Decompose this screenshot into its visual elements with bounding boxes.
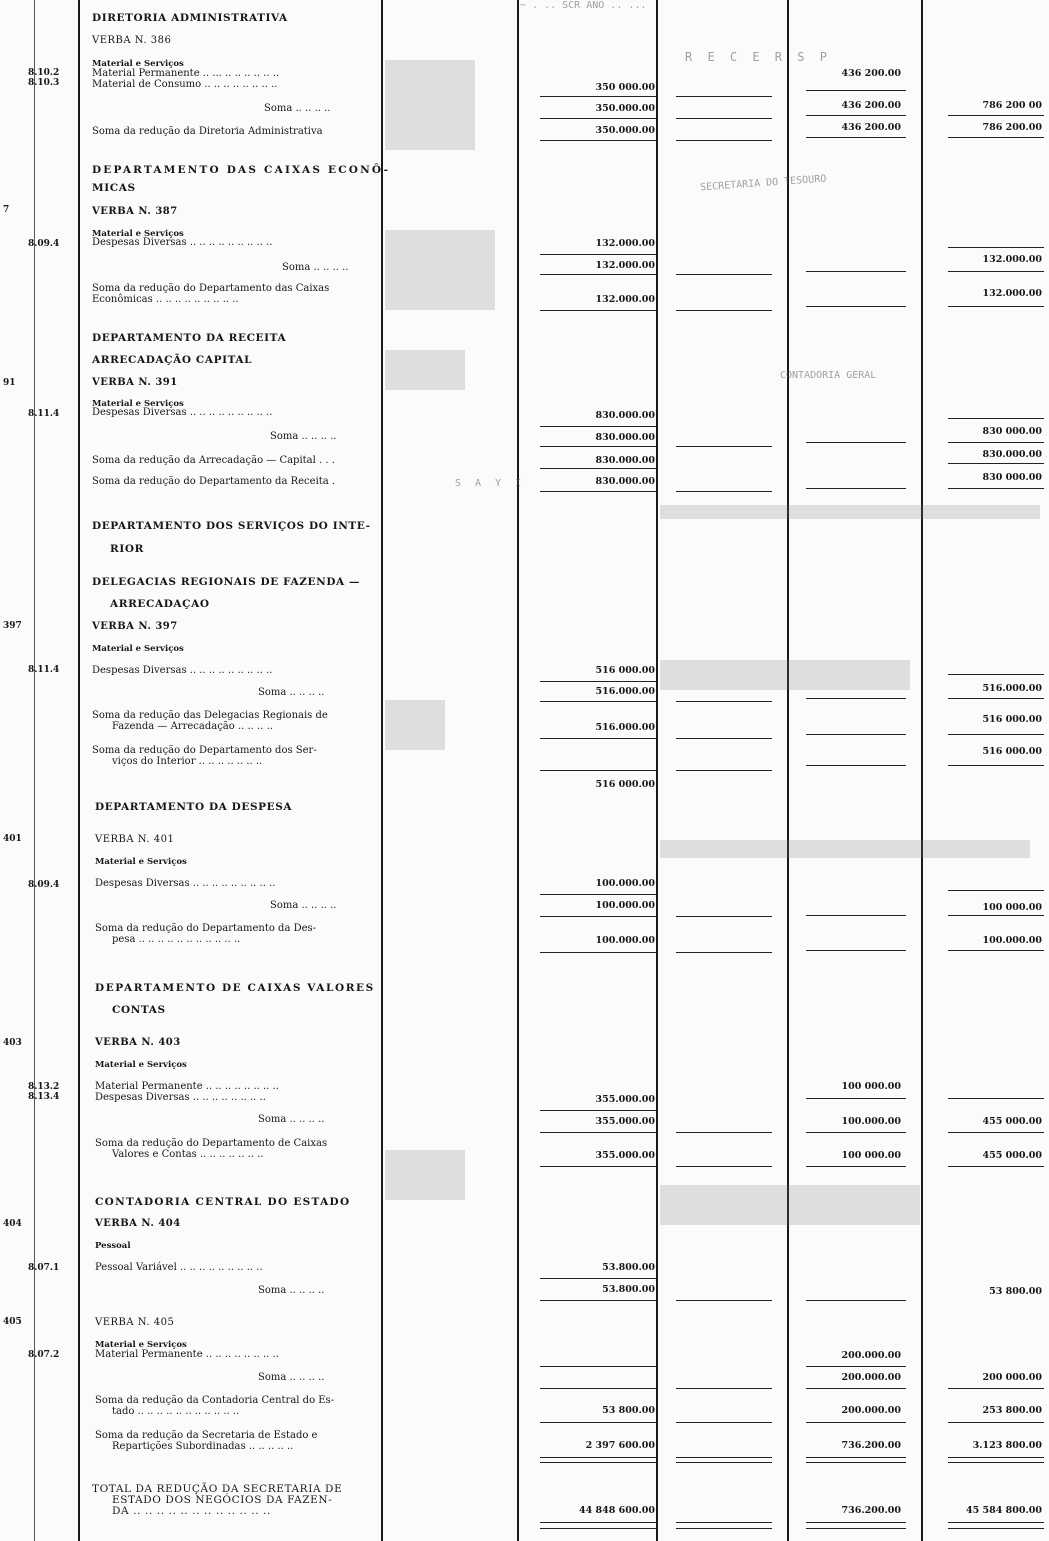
amount: 100.000.00 xyxy=(841,1116,901,1127)
sum-rule xyxy=(540,1366,656,1367)
sum-rule xyxy=(806,734,906,735)
amount: 830.000.00 xyxy=(595,410,655,421)
account-code: 8.09.4 xyxy=(28,239,60,249)
sum-rule xyxy=(948,950,1044,951)
sum-rule xyxy=(806,271,906,272)
soma-label: Soma .. .. .. .. xyxy=(258,1114,325,1125)
amount: 350 000.00 xyxy=(595,82,655,93)
sum-rule xyxy=(948,890,1044,891)
margin-number: 397 xyxy=(3,621,22,631)
scan-smudge xyxy=(660,660,910,690)
scan-smudge xyxy=(385,1150,465,1200)
sum-rule xyxy=(948,1522,1044,1523)
subtotal-label: Valores e Contas .. .. .. .. .. .. .. xyxy=(112,1149,264,1160)
margin-number: 405 xyxy=(3,1317,22,1327)
line-item: Material Permanente .. ... .. .. .. .. .. .. xyxy=(92,68,280,79)
section-title: RIOR xyxy=(110,543,144,555)
subtotal-label: Soma da redução do Departamento das Caixas xyxy=(92,283,330,294)
amount: 100.000.00 xyxy=(982,935,1042,946)
account-code: 8.09.4 xyxy=(28,880,60,890)
sum-rule xyxy=(948,1132,1044,1133)
sum-rule xyxy=(540,274,656,275)
sum-rule xyxy=(540,681,656,682)
sum-rule xyxy=(676,1522,772,1523)
subtotal-label: Soma da redução da Arrecadação — Capital . . . xyxy=(92,455,335,466)
subtotal-label: Fazenda — Arrecadação .. .. .. .. xyxy=(112,721,273,732)
sum-rule xyxy=(948,765,1044,766)
amount: 436 200.00 xyxy=(841,122,901,133)
amount: 100.000.00 xyxy=(595,900,655,911)
sum-rule xyxy=(676,274,772,275)
grand-total-label: TOTAL DA REDUÇÃO DA SECRETARIA DE xyxy=(92,1483,343,1495)
soma-label: Soma .. .. .. .. xyxy=(264,103,331,114)
sum-rule xyxy=(540,916,656,917)
sum-rule xyxy=(806,915,906,916)
subtotal-label: Soma da redução do Departamento da Des- xyxy=(95,923,317,934)
sum-rule xyxy=(540,140,656,141)
soma-label: Soma .. .. .. .. xyxy=(258,687,325,698)
sum-rule xyxy=(540,310,656,311)
sum-rule xyxy=(806,1098,906,1099)
section-title: CONTADORIA CENTRAL DO ESTADO xyxy=(95,1196,351,1208)
amount: 132.000.00 xyxy=(982,254,1042,265)
sum-rule xyxy=(806,306,906,307)
sum-rule xyxy=(676,140,772,141)
amount: 3.123 800.00 xyxy=(972,1440,1042,1451)
subtotal-label: Soma da redução do Departamento de Caixas xyxy=(95,1138,328,1149)
verba-label: VERBA N. 391 xyxy=(92,377,178,388)
grand-total-amount: 736.200.00 xyxy=(841,1505,901,1516)
sum-rule xyxy=(948,247,1044,248)
margin-number: 403 xyxy=(3,1038,22,1048)
margin-number: 91 xyxy=(3,378,16,388)
subtotal-label: Soma da redução do Departamento dos Ser- xyxy=(92,745,317,756)
sum-rule xyxy=(540,1166,656,1167)
subtotal-label: Soma da redução da Diretoria Administrativa xyxy=(92,126,323,137)
soma-label: Soma .. .. .. .. xyxy=(258,1372,325,1383)
amount: 516 000.00 xyxy=(595,779,655,790)
account-code: 8.13.2 8.13.4 xyxy=(28,1082,60,1102)
sum-rule xyxy=(676,738,772,739)
section-title: MICAS xyxy=(92,182,136,194)
amount: 455 000.00 xyxy=(982,1150,1042,1161)
amount: 100 000.00 xyxy=(841,1081,901,1092)
section-title: DEPARTAMENTO DAS CAIXAS ECONÔ- xyxy=(92,164,391,176)
sum-rule xyxy=(948,463,1044,464)
sum-rule xyxy=(540,468,656,469)
sum-rule xyxy=(948,1422,1044,1423)
sum-rule xyxy=(676,952,772,953)
sum-rule xyxy=(540,446,656,447)
subtotal-label: pesa .. .. .. .. .. .. .. .. .. .. .. xyxy=(112,934,241,945)
sum-rule xyxy=(540,894,656,895)
subtotal-label: Soma da redução da Secretaria de Estado e xyxy=(95,1430,318,1441)
soma-label: Soma .. .. .. .. xyxy=(270,431,337,442)
amount: 830 000.00 xyxy=(982,426,1042,437)
sum-rule xyxy=(676,916,772,917)
sum-rule xyxy=(806,1422,906,1423)
line-item: Despesas Diversas .. .. .. .. .. .. .. .. .. xyxy=(92,237,273,248)
sum-rule xyxy=(948,1457,1044,1458)
sum-rule xyxy=(806,698,906,699)
amount: 253 800.00 xyxy=(982,1405,1042,1416)
amount: 200 000.00 xyxy=(982,1372,1042,1383)
amount: 436 200.00 xyxy=(841,100,901,111)
sum-rule xyxy=(676,96,772,97)
verba-label: VERBA N. 386 xyxy=(92,35,172,46)
section-title: DEPARTAMENTO DA DESPESA xyxy=(95,801,293,813)
sum-rule xyxy=(806,1132,906,1133)
sum-rule xyxy=(676,1462,772,1463)
sum-rule xyxy=(676,310,772,311)
scan-smudge xyxy=(660,1185,920,1225)
amount: 786 200 00 xyxy=(982,100,1042,111)
section-title: DEPARTAMENTO DOS SERVIÇOS DO INTE- xyxy=(92,520,371,532)
subtotal-label: Soma da redução das Delegacias Regionais de xyxy=(92,710,328,721)
header-noise: ~ . .. SCR ANO .. ... xyxy=(520,0,647,11)
sum-rule xyxy=(676,701,772,702)
scan-smudge xyxy=(660,840,1030,858)
subheading: Material e Serviços xyxy=(95,1060,187,1070)
column-rule-3 xyxy=(787,0,789,1541)
sum-rule xyxy=(948,1528,1044,1529)
sum-rule xyxy=(540,770,656,771)
sum-rule xyxy=(676,1388,772,1389)
sum-rule xyxy=(540,1422,656,1423)
amount: 100 000.00 xyxy=(841,1150,901,1161)
amount: 100.000.00 xyxy=(595,935,655,946)
line-item: Despesas Diversas .. .. .. .. .. .. .. .. xyxy=(95,1092,266,1103)
sum-rule xyxy=(948,442,1044,443)
sum-rule xyxy=(948,1166,1044,1167)
sum-rule xyxy=(540,1278,656,1279)
amount: 350.000.00 xyxy=(595,125,655,136)
verba-label: VERBA N. 404 xyxy=(95,1218,181,1229)
subtotal-label: Soma da redução da Contadoria Central do Es- xyxy=(95,1395,335,1406)
amount: 100.000.00 xyxy=(595,878,655,889)
amount: 2 397 600.00 xyxy=(585,1440,655,1451)
subheading: Material e Serviços xyxy=(92,399,184,409)
sum-rule xyxy=(676,491,772,492)
section-title: ARRECADAÇÃO CAPITAL xyxy=(92,354,253,366)
sum-rule xyxy=(806,1522,906,1523)
sum-rule xyxy=(806,488,906,489)
amount: 132.000.00 xyxy=(595,238,655,249)
section-title: ARRECADAÇAO xyxy=(110,598,210,610)
amount: 516 000.00 xyxy=(595,665,655,676)
sum-rule xyxy=(540,1462,656,1463)
column-rule-2 xyxy=(656,0,658,1541)
amount: 132.000.00 xyxy=(595,260,655,271)
sum-rule xyxy=(540,491,656,492)
stamp-text: S A Y I xyxy=(455,478,526,489)
margin-number: 404 xyxy=(3,1219,22,1229)
account-code: 8.07.2 xyxy=(28,1350,60,1360)
line-item: Despesas Diversas .. .. .. .. .. .. .. .. .. xyxy=(92,407,273,418)
margin-number: 401 xyxy=(3,834,22,844)
sum-rule xyxy=(806,1366,906,1367)
sum-rule xyxy=(676,1528,772,1529)
sum-rule xyxy=(676,1300,772,1301)
stamp-text: SECRETARIA DO TESOURO xyxy=(699,173,827,194)
amount: 830.000.00 xyxy=(595,432,655,443)
subtotal-label: Repartições Subordinadas .. .. .. .. .. xyxy=(112,1441,294,1452)
amount: 53 800.00 xyxy=(989,1286,1042,1297)
amount: 53 800.00 xyxy=(602,1405,655,1416)
account-code: 8.11.4 xyxy=(28,409,60,419)
account-code: 8.07.1 xyxy=(28,1263,60,1273)
amount: 830.000.00 xyxy=(595,455,655,466)
sum-rule xyxy=(540,1528,656,1529)
grand-total-label: DA .. .. .. .. .. .. .. .. .. .. .. .. xyxy=(112,1505,271,1517)
sum-rule xyxy=(806,765,906,766)
column-rule-1 xyxy=(517,0,519,1541)
amount: 516.000.00 xyxy=(595,722,655,733)
sum-rule xyxy=(948,115,1044,116)
amount: 132.000.00 xyxy=(982,288,1042,299)
stamp-text: R E C E R S P xyxy=(685,50,831,64)
sum-rule xyxy=(540,426,656,427)
sum-rule xyxy=(806,1166,906,1167)
scan-smudge xyxy=(385,60,475,150)
grand-total-label: ESTADO DOS NEGÓCIOS DA FAZEN- xyxy=(112,1494,333,1506)
sum-rule xyxy=(540,1457,656,1458)
amount: 53.800.00 xyxy=(602,1262,655,1273)
amount: 830.000.00 xyxy=(982,449,1042,460)
sum-rule xyxy=(948,734,1044,735)
sum-rule xyxy=(540,952,656,953)
sum-rule xyxy=(948,306,1044,307)
sum-rule xyxy=(948,1462,1044,1463)
sum-rule xyxy=(948,1388,1044,1389)
sum-rule xyxy=(676,1457,772,1458)
sum-rule xyxy=(806,115,906,116)
section-title: DEPARTAMENTO DA RECEITA xyxy=(92,332,287,344)
sum-rule xyxy=(676,770,772,771)
line-item: Material Permanente .. .. .. .. .. .. .. .. xyxy=(95,1349,279,1360)
amount: 355.000.00 xyxy=(595,1150,655,1161)
column-rule-label xyxy=(381,0,383,1541)
sum-rule xyxy=(806,1528,906,1529)
amount: 786 200.00 xyxy=(982,122,1042,133)
sum-rule xyxy=(540,1132,656,1133)
verba-label: VERBA N. 405 xyxy=(95,1317,175,1328)
line-item: Despesas Diversas .. .. .. .. .. .. .. .. .. xyxy=(92,665,273,676)
sum-rule xyxy=(948,271,1044,272)
scan-smudge xyxy=(385,350,465,390)
subtotal-label: Soma da redução do Departamento da Receita . xyxy=(92,476,336,487)
sum-rule xyxy=(806,137,906,138)
verba-label: VERBA N. 397 xyxy=(92,621,178,632)
subheading: Material e Serviços xyxy=(92,644,184,654)
subheading: Material e Serviços xyxy=(92,59,184,69)
sum-rule xyxy=(676,446,772,447)
amount: 200.000.00 xyxy=(841,1372,901,1383)
scan-smudge xyxy=(660,505,1040,519)
grand-total-amount: 44 848 600.00 xyxy=(578,1505,655,1516)
sum-rule xyxy=(806,1300,906,1301)
amount: 200.000.00 xyxy=(841,1405,901,1416)
sum-rule xyxy=(806,90,906,91)
amount: 516.000.00 xyxy=(595,686,655,697)
subheading: Material e Serviços xyxy=(95,1340,187,1350)
verba-label: VERBA N. 401 xyxy=(95,834,175,845)
sum-rule xyxy=(806,950,906,951)
line-item: Material de Consumo .. .. .. .. .. .. .. .. xyxy=(92,79,278,90)
sum-rule xyxy=(540,701,656,702)
amount: 200.000.00 xyxy=(841,1350,901,1361)
scan-smudge xyxy=(385,700,445,750)
amount: 132.000.00 xyxy=(595,294,655,305)
sum-rule xyxy=(676,1132,772,1133)
amount: 516.000.00 xyxy=(982,683,1042,694)
sum-rule xyxy=(806,1462,906,1463)
amount: 100 000.00 xyxy=(982,902,1042,913)
sum-rule xyxy=(540,96,656,97)
sum-rule xyxy=(540,738,656,739)
sum-rule xyxy=(540,1388,656,1389)
soma-label: Soma .. .. .. .. xyxy=(282,262,349,273)
subtotal-label: tado .. .. .. .. .. .. .. .. .. .. .. xyxy=(112,1406,240,1417)
sum-rule xyxy=(806,442,906,443)
sum-rule xyxy=(676,118,772,119)
soma-label: Soma .. .. .. .. xyxy=(270,900,337,911)
amount: 436 200.00 xyxy=(841,68,901,79)
amount: 516 000.00 xyxy=(982,746,1042,757)
amount: 516 000.00 xyxy=(982,714,1042,725)
account-code: 8.11.4 xyxy=(28,665,60,675)
line-item: Despesas Diversas .. .. .. .. .. .. .. .. .. xyxy=(95,878,276,889)
sum-rule xyxy=(540,254,656,255)
amount: 455 000.00 xyxy=(982,1116,1042,1127)
sum-rule xyxy=(806,1388,906,1389)
section-title: DEPARTAMENTO DE CAIXAS VALORES xyxy=(95,982,375,994)
sum-rule xyxy=(806,1457,906,1458)
grand-total-amount: 45 584 800.00 xyxy=(965,1505,1042,1516)
account-code: 8.10.2 8.10.3 xyxy=(28,68,60,88)
sum-rule xyxy=(948,674,1044,675)
stamp-text: CONTADORIA GERAL xyxy=(780,370,877,381)
sum-rule xyxy=(676,1422,772,1423)
sum-rule xyxy=(948,1098,1044,1099)
verba-label: VERBA N. 403 xyxy=(95,1037,181,1048)
column-rule-left xyxy=(78,0,80,1541)
sum-rule xyxy=(948,698,1044,699)
sum-rule xyxy=(948,915,1044,916)
subtotal-label: viços do Interior .. .. .. .. .. .. .. xyxy=(112,756,263,767)
column-rule-4 xyxy=(921,0,923,1541)
section-title: DELEGACIAS REGIONAIS DE FAZENDA — xyxy=(92,576,361,588)
subheading: Material e Serviços xyxy=(95,857,187,867)
sum-rule xyxy=(540,1522,656,1523)
amount: 830 000.00 xyxy=(982,472,1042,483)
section-title: CONTAS xyxy=(112,1004,166,1016)
scan-smudge xyxy=(385,230,495,310)
section-title: DIRETORIA ADMINISTRATIVA xyxy=(92,12,288,24)
line-item: Pessoal Variável .. .. .. .. .. .. .. .. .. xyxy=(95,1262,263,1273)
amount: 53.800.00 xyxy=(602,1284,655,1295)
verba-label: VERBA N. 387 xyxy=(92,206,178,217)
subheading: Pessoal xyxy=(95,1241,131,1251)
amount: 830.000.00 xyxy=(595,476,655,487)
soma-label: Soma .. .. .. .. xyxy=(258,1285,325,1296)
column-rule-margin xyxy=(34,0,35,1541)
sum-rule xyxy=(948,137,1044,138)
amount: 355.000.00 xyxy=(595,1094,655,1105)
margin-number: 7 xyxy=(3,205,10,215)
sum-rule xyxy=(540,118,656,119)
amount: 355.000.00 xyxy=(595,1116,655,1127)
sum-rule xyxy=(948,488,1044,489)
subtotal-label: Econômicas .. .. .. .. .. .. .. .. .. xyxy=(92,294,239,305)
sum-rule xyxy=(540,1300,656,1301)
sum-rule xyxy=(676,1166,772,1167)
sum-rule xyxy=(540,1110,656,1111)
sum-rule xyxy=(948,418,1044,419)
amount: 350.000.00 xyxy=(595,103,655,114)
amount: 736.200.00 xyxy=(841,1440,901,1451)
line-item: Material Permanente .. .. .. .. .. .. .. .. xyxy=(95,1081,279,1092)
subheading: Material e Serviços xyxy=(92,229,184,239)
